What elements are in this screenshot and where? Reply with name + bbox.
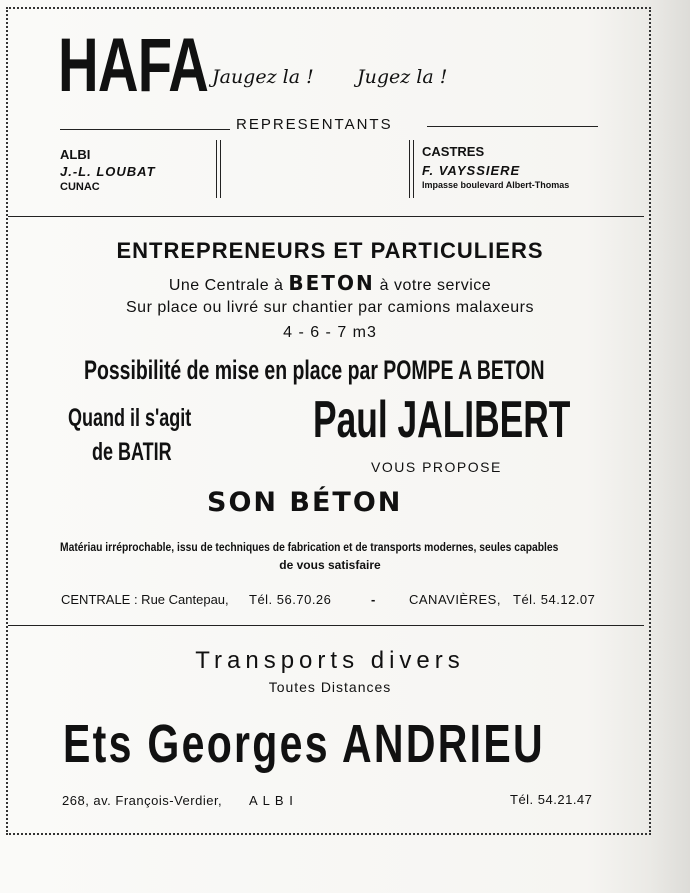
rep-left-city: ALBI	[60, 147, 91, 162]
beton-desc-1: Matériau irréprochable, issu de techniques de fabrication et de transports modernes, seules capables	[60, 540, 559, 554]
canavieres-tel: Tél. 54.12.07	[513, 592, 596, 607]
section-divider-1	[8, 216, 644, 217]
hafa-logo: HAFA	[58, 23, 209, 108]
hafa-slogan-2: Jugez la !	[357, 66, 448, 88]
divider-c	[409, 140, 410, 198]
beton-line-2: Sur place ou livré sur chantier par camions malaxeurs	[126, 299, 534, 316]
divider-d	[413, 140, 414, 198]
section-divider-2	[8, 625, 644, 626]
address-separator: -	[371, 592, 376, 607]
beton-line-1-post: à votre service	[379, 277, 492, 294]
rep-left-place: CUNAC	[60, 181, 100, 193]
pompe-line: Possibilité de mise en place par POMPE A BETON	[84, 355, 545, 385]
andrieu-city: A L B I	[249, 793, 294, 808]
batir-line-1: Quand il s'agit	[68, 404, 192, 432]
rep-right-city: CASTRES	[422, 144, 485, 159]
jalibert-name: Paul JALIBERT	[313, 391, 571, 449]
beton-line-1-beton: BETON	[288, 271, 375, 295]
representants-title: REPRESENTANTS	[236, 116, 393, 133]
transports-title: Transports divers	[195, 647, 465, 674]
son-beton: SON BÉTON	[207, 487, 403, 518]
beton-desc-2: de vous satisfaire	[279, 558, 381, 572]
divider-b	[220, 140, 221, 198]
divider-a	[216, 140, 217, 198]
rep-rule-left	[60, 129, 230, 130]
andrieu-address: 268, av. François-Verdier,	[62, 793, 223, 808]
beton-line-1-pre: Une Centrale à	[168, 277, 284, 294]
rep-rule-right	[427, 126, 598, 127]
toutes-distances: Toutes Distances	[268, 679, 392, 695]
rep-left-name: J.-L. LOUBAT	[60, 164, 156, 179]
vous-propose: VOUS PROPOSE	[371, 459, 502, 475]
beton-line-1	[0, 271, 660, 295]
canavieres-address: CANAVIÈRES,	[409, 592, 501, 607]
andrieu-tel: Tél. 54.21.47	[510, 792, 593, 807]
centrale-tel: Tél. 56.70.26	[249, 592, 332, 607]
beton-line-3: 4 - 6 - 7 m3	[283, 324, 377, 341]
rep-right-name: F. VAYSSIERE	[422, 163, 521, 178]
rep-right-address: Impasse boulevard Albert-Thomas	[422, 180, 570, 190]
centrale-address: CENTRALE : Rue Cantepau,	[61, 592, 229, 607]
beton-heading: ENTREPRENEURS ET PARTICULIERS	[116, 238, 544, 263]
batir-line-2: de BATIR	[92, 438, 172, 466]
andrieu-name: Ets Georges ANDRIEU	[63, 714, 545, 774]
hafa-slogan-1: Jaugez la !	[212, 66, 314, 88]
